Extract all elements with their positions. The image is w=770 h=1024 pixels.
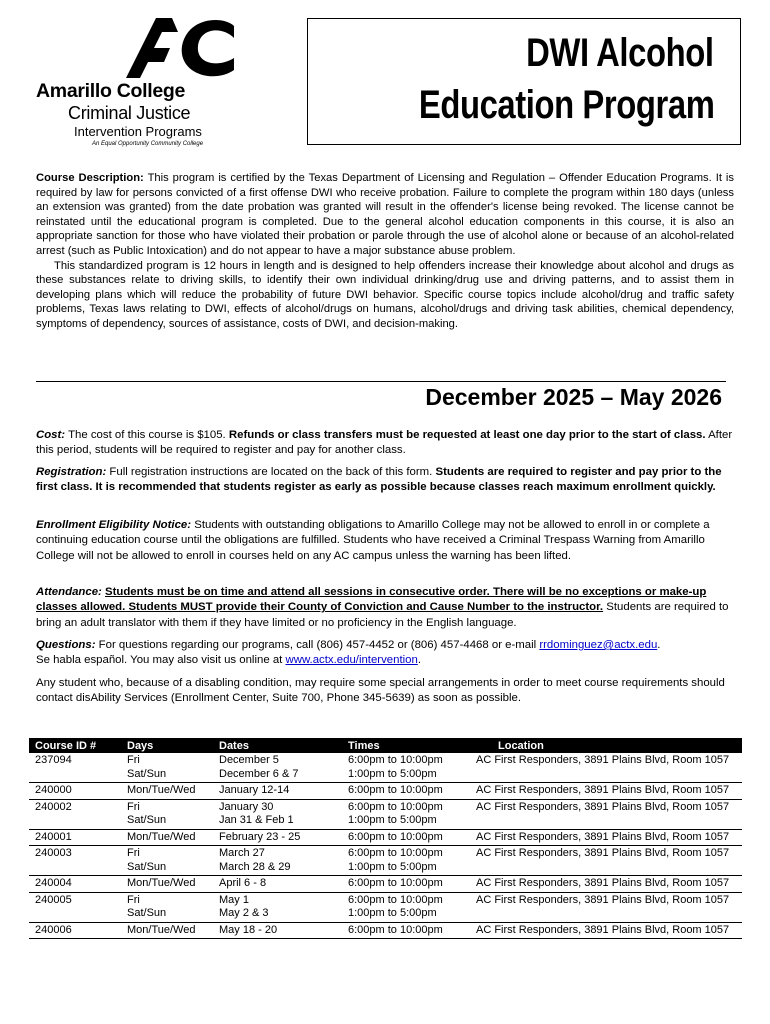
days-cell-line: Fri <box>127 800 140 813</box>
times-cell-line: 6:00pm to 10:00pm <box>348 847 443 859</box>
questions-section <box>36 638 736 669</box>
table-row <box>29 846 742 876</box>
days-cell-line: Fri <box>127 847 140 859</box>
course-id-cell: 240006 <box>29 922 121 939</box>
registration-text: Full registration instructions are located on the back of this form. <box>106 466 436 478</box>
description-paragraph-2: This standardized program is 12 hours in length and is designed to help offenders increase their knowledge about alcohol and drugs as these substances relate to driving skills, to identify their own individual drinking/drug use and driving patterns, and to assist them in developing plans which will reduce the probability of future DWI behavior. Specific course topics include alcohol/drug and traffic safety problems, Texas laws relating to DWI, effects of alcohol/drugs on humans, alcohol/drugs and driving task abilities, chemical dependency, symptoms of dependency, sources of assistance, costs of DWI, and decision-making. <box>36 259 734 330</box>
dates-cell-line: January 30 <box>219 800 274 813</box>
title-box <box>307 18 741 145</box>
attendance-section <box>36 585 736 631</box>
times-cell <box>342 799 476 829</box>
registration-section <box>36 465 736 496</box>
times-cell-line: 6:00pm to 10:00pm <box>348 923 443 936</box>
times-cell <box>342 922 476 939</box>
questions-period: . <box>657 639 661 651</box>
schedule-body <box>29 753 742 939</box>
course-id-cell: 240000 <box>29 783 121 800</box>
times-cell <box>342 829 476 846</box>
description-text-1: This program is certified by the Texas Department of Licensing and Regulation – Offender Education Programs. It is required by law for persons convicted of a first offense DWI who receive probation. Failure to complete the program within 180 days (unless an extension was granted) from the date probation was granted will result in the offender's license being revoked. The license cannot be reinstated until the educational program is completed. Due to the general alcohol education components in this course, it is also an appropriate sanction for those who have violated their probation or parole through the use of alcohol alone or because of an alcohol-related arrest (such as Public Intoxication) and do not appear to have a major substance abuse problem. <box>36 172 735 257</box>
dates-cell <box>213 922 342 939</box>
dates-cell-line: April 6 - 8 <box>219 877 267 889</box>
location-cell: AC First Responders, 3891 Plains Blvd, Room 1057 <box>476 922 742 939</box>
days-cell-line: Mon/Tue/Wed <box>127 784 196 796</box>
dates-cell-line: December 5 <box>219 754 279 766</box>
email-link[interactable]: rrdominguez@actx.edu <box>539 639 658 651</box>
dates-cell <box>213 892 342 922</box>
course-description <box>36 171 734 332</box>
times-cell-line: 1:00pm to 5:00pm <box>348 860 437 873</box>
dates-cell-line: May 2 & 3 <box>219 907 269 919</box>
table-header-row <box>29 738 742 753</box>
location-cell: AC First Responders, 3891 Plains Blvd, Room 1057 <box>476 892 742 922</box>
days-cell <box>121 922 213 939</box>
dates-cell <box>213 799 342 829</box>
dates-cell-line: January 12-14 <box>219 784 290 796</box>
times-cell-line: 6:00pm to 10:00pm <box>348 784 443 796</box>
times-cell-line: 6:00pm to 10:00pm <box>348 877 443 889</box>
days-cell-line: Sat/Sun <box>127 907 167 919</box>
days-cell-line: Mon/Tue/Wed <box>127 923 196 936</box>
days-cell <box>121 892 213 922</box>
cost-refund-notice: Refunds or class transfers must be requested at least one day prior to the start of class. <box>228 429 706 441</box>
questions-period-2: . <box>417 654 421 667</box>
eligibility-label: Enrollment Eligibility Notice: <box>36 519 192 531</box>
table-row <box>29 783 742 800</box>
dates-cell-line: March 27 <box>219 847 265 859</box>
header-days: Days <box>121 738 213 753</box>
cost-section <box>36 428 736 459</box>
eligibility-text: Students with outstanding obligations to Amarillo College may not be allowed to enroll in or complete a continuing education course until the obligations are fulfilled. Students who have received a Criminal Trespass Warning from Amarillo College will not be allowed to enroll in courses held on any AC campus unless the warning has been lifted. <box>36 519 710 562</box>
header-dates: Dates <box>213 738 342 753</box>
times-cell-line: 1:00pm to 5:00pm <box>348 907 437 919</box>
logo-tagline: An Equal Opportunity Community College <box>92 141 204 147</box>
location-cell: AC First Responders, 3891 Plains Blvd, Room 1057 <box>476 846 742 876</box>
table-row <box>29 829 742 846</box>
dates-cell <box>213 829 342 846</box>
days-cell-line: Sat/Sun <box>127 814 167 826</box>
days-cell-line: Sat/Sun <box>127 860 167 873</box>
times-cell <box>342 892 476 922</box>
dates-cell <box>213 846 342 876</box>
section-divider <box>36 381 726 382</box>
course-id-cell: 240005 <box>29 892 121 922</box>
days-cell <box>121 799 213 829</box>
location-cell: AC First Responders, 3891 Plains Blvd, Room 1057 <box>476 876 742 893</box>
course-id-cell: 240003 <box>29 846 121 876</box>
course-id-cell: 240002 <box>29 799 121 829</box>
eligibility-section <box>36 518 736 564</box>
dates-cell <box>213 783 342 800</box>
course-id-cell: 240001 <box>29 829 121 846</box>
times-cell <box>342 876 476 893</box>
days-cell-line: Sat/Sun <box>127 767 167 780</box>
table-row <box>29 753 742 783</box>
days-cell-line: Mon/Tue/Wed <box>127 877 196 889</box>
times-cell-line: 6:00pm to 10:00pm <box>348 893 443 906</box>
registration-notice: Students are required to register and pay prior to the first class. It is recommended that students register as early as possible because classes reach maximum enrollment quickly. <box>36 466 722 494</box>
disability-text: Any student who, because of a disabling condition, may require some special arrangements in order to meet course requirements should contact disAbility Services (Enrollment Center, Suite 700, Phone 345-5639) as soon as possible. <box>36 677 725 705</box>
table-row <box>29 876 742 893</box>
times-cell-line: 1:00pm to 5:00pm <box>348 767 437 780</box>
header-location: Location <box>476 738 742 753</box>
questions-spanish-text: Se habla español. You may also visit us online at <box>36 654 286 667</box>
questions-label: Questions: <box>36 639 96 651</box>
location-cell: AC First Responders, 3891 Plains Blvd, Room 1057 <box>476 753 742 783</box>
days-cell-line: Fri <box>127 754 140 766</box>
table-row <box>29 892 742 922</box>
location-cell: AC First Responders, 3891 Plains Blvd, Room 1057 <box>476 799 742 829</box>
days-cell <box>121 876 213 893</box>
description-paragraph-1 <box>36 171 734 259</box>
days-cell <box>121 753 213 783</box>
header-times: Times <box>342 738 476 753</box>
dates-cell-line: December 6 & 7 <box>219 767 299 780</box>
attendance-label: Attendance: <box>36 586 102 598</box>
dates-cell-line: Jan 31 & Feb 1 <box>219 814 294 826</box>
amarillo-college-logo <box>36 18 236 148</box>
dates-cell-line: May 1 <box>219 893 249 906</box>
location-cell: AC First Responders, 3891 Plains Blvd, Room 1057 <box>476 829 742 846</box>
table-row <box>29 922 742 939</box>
course-id-cell: 240004 <box>29 876 121 893</box>
disability-section <box>36 676 736 707</box>
days-cell-line: Mon/Tue/Wed <box>127 830 196 843</box>
days-cell <box>121 829 213 846</box>
days-cell <box>121 783 213 800</box>
attendance-text: Students are required to bring an adult translator with them if they have limited or no proficiency in the English language. <box>36 601 729 629</box>
registration-label: Registration: <box>36 466 107 478</box>
schedule-table <box>29 738 742 939</box>
days-cell-line: Fri <box>127 893 140 906</box>
dates-cell-line: March 28 & 29 <box>219 860 291 873</box>
attendance-rules: Students must be on time and attend all sessions in consecutive order. There will be no exceptions or make-up classes allowed. Students MUST provide their County of Conviction and Cause Number to the instructor. <box>36 586 707 614</box>
page-title-line2: Education Program <box>418 83 714 127</box>
dates-cell <box>213 753 342 783</box>
questions-text: For questions regarding our programs, call (806) 457-4452 or (806) 457-4468 or e-mail <box>95 639 540 651</box>
table-row <box>29 799 742 829</box>
times-cell-line: 1:00pm to 5:00pm <box>348 814 437 826</box>
logo-name-line2: Criminal Justice <box>68 103 191 123</box>
page-title-line1: DWI Alcohol <box>526 31 714 75</box>
logo-name-line3: Intervention Programs <box>74 124 202 139</box>
times-cell-line: 6:00pm to 10:00pm <box>348 754 443 766</box>
times-cell <box>342 846 476 876</box>
times-cell-line: 6:00pm to 10:00pm <box>348 800 443 813</box>
dates-cell-line: February 23 - 25 <box>219 830 301 843</box>
website-link[interactable]: www.actx.edu/intervention <box>285 654 418 667</box>
cost-text-2: After this period, students will be required to register and pay for another class. <box>36 429 733 457</box>
description-label: Course Description: <box>36 172 144 184</box>
header-course-id: Course ID # <box>29 738 121 753</box>
cost-label: Cost: <box>36 429 66 441</box>
times-cell-line: 6:00pm to 10:00pm <box>348 830 443 843</box>
cost-text: The cost of this course is $105. <box>65 429 229 441</box>
times-cell <box>342 783 476 800</box>
course-id-cell: 237094 <box>29 753 121 783</box>
logo-name-line1: Amarillo College <box>36 80 186 102</box>
dates-cell <box>213 876 342 893</box>
ac-logo-icon <box>126 18 236 78</box>
times-cell <box>342 753 476 783</box>
days-cell <box>121 846 213 876</box>
location-cell: AC First Responders, 3891 Plains Blvd, Room 1057 <box>476 783 742 800</box>
dates-cell-line: May 18 - 20 <box>219 923 278 936</box>
date-range-heading: December 2025 – May 2026 <box>425 384 722 410</box>
